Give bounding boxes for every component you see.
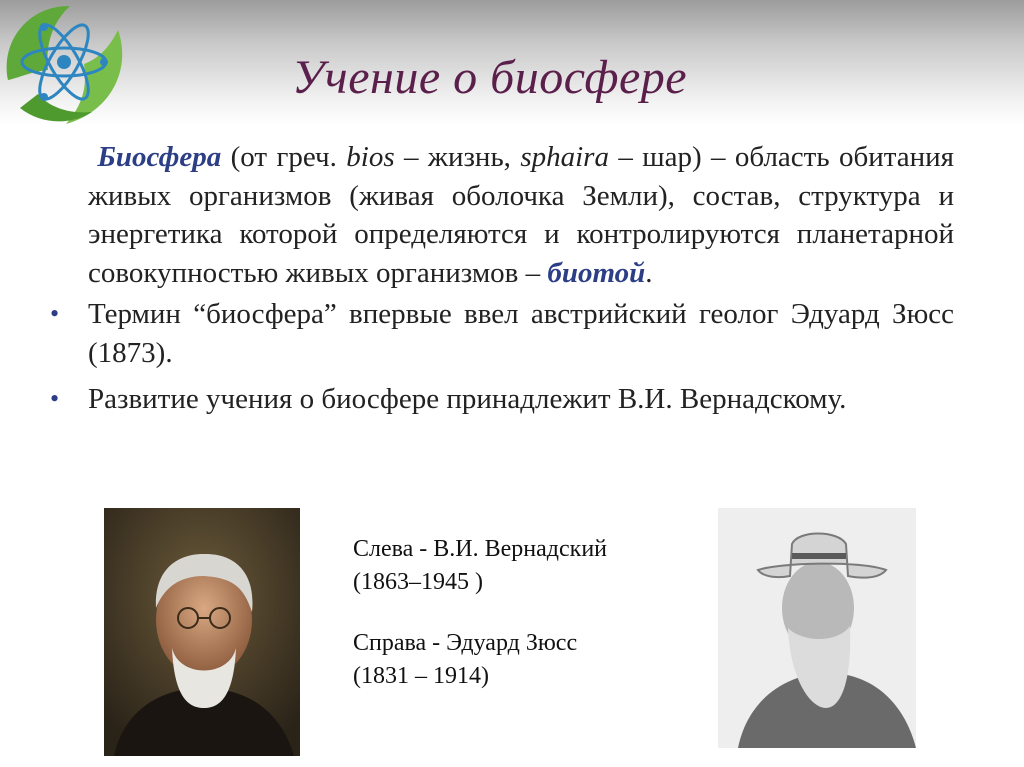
term-biosphere: Биосфера: [97, 141, 222, 173]
bullet-item: [50, 380, 954, 419]
bullet-marker: •: [50, 384, 60, 413]
definition-text-1: (от греч.: [221, 141, 347, 173]
portrait-vernadsky: [104, 508, 300, 756]
term-biota: биотой: [547, 256, 646, 289]
portrait-suess: [718, 508, 916, 748]
bullet-text: Термин “биосфера” впервые ввел австрийский геолог Эдуард Зюсс (1873).: [88, 298, 954, 369]
caption-right-name: Справа - Эдуард Зюсс: [353, 630, 578, 656]
portrait-caption: [353, 533, 607, 693]
caption-left-name: Слева - В.И. Вернадский: [353, 536, 608, 562]
caption-left-years: (1863–1945 ): [353, 569, 483, 595]
definition-end: .: [645, 256, 653, 289]
definition-text-3: – шар) – область обитания живых организмов (живая оболочка Земли), состав, структура и энергетика которой определяются и контролируются планетарной совокупностью живых организмов –: [88, 141, 955, 289]
definition-text-2: – жизнь,: [394, 141, 521, 173]
bullet-marker: •: [50, 299, 60, 328]
word-sphaira: sphaira: [520, 141, 609, 173]
word-bios: bios: [346, 141, 395, 173]
slide-title: Учение о биосфере: [292, 51, 688, 104]
bullet-item: [50, 295, 954, 372]
caption-right-years: (1831 – 1914): [353, 663, 489, 689]
slide-body: [50, 138, 955, 419]
definition-paragraph: [88, 138, 954, 292]
atom-leaf-logo-icon: [0, 0, 130, 128]
bullet-text: Развитие учения о биосфере принадлежит В.И. Вернадскому.: [88, 383, 847, 415]
